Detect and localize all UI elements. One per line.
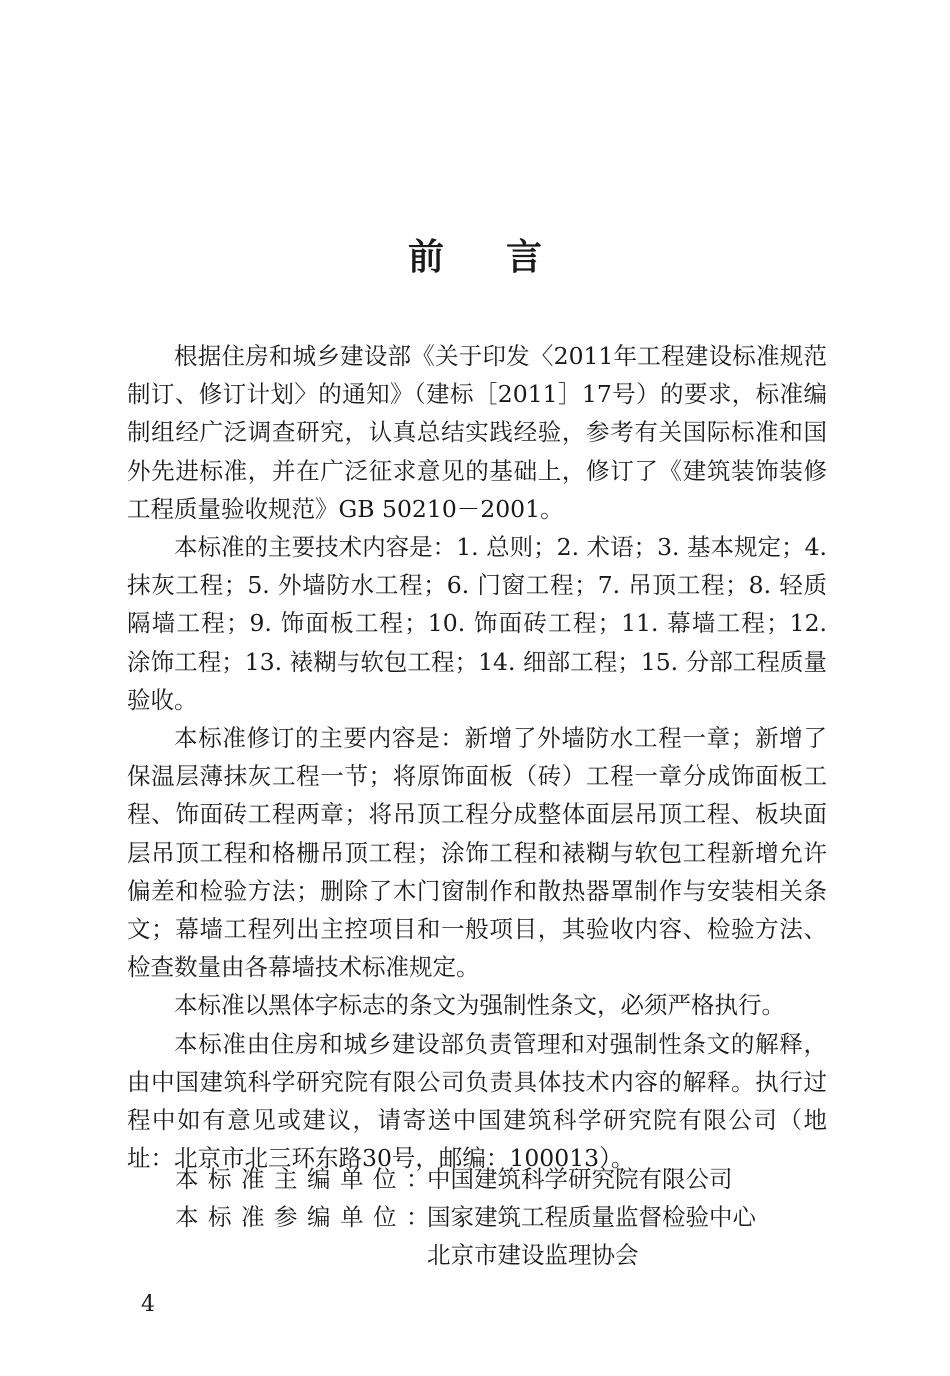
paragraph-revision-contents: 本标准修订的主要内容是：新增了外墙防水工程一章；新增了保温层薄抹灰工程一节；将原饰面板（砖）工程一章分成饰面板工程、饰面砖工程两章；将吊顶工程分成整体面层吊顶工程、板块面层吊顶工程和格栅吊顶工程；涂饰工程和裱糊与软包工程新增允许偏差和检验方法；删除了木门窗制作和散热器罩制作与安装相关条文；幕墙工程列出主控项目和一般项目，其验收内容、检验方法、检查数量由各幕墙技术标准规定。 xyxy=(127,724,827,982)
paragraph-management: 本标准由住房和城乡建设部负责管理和对强制性条文的解释，由中国建筑科学研究院有限公司负责具体技术内容的解释。执行过程中如有意见或建议，请寄送中国建筑科学研究院有限公司（地址：北京市北三环东路30号，邮编：100013）。 xyxy=(127,1029,827,1173)
preface-body xyxy=(127,337,827,1177)
paragraph-background: 根据住房和城乡建设部《关于印发〈2011年工程建设标准规范制订、修订计划〉的通知》（建标［2011］17号）的要求，标准编制组经广泛调查研究，认真总结实践经验，参考有关国际标准和国外先进标准，并在广泛征求意见的基础上，修订了《建筑装饰装修工程质量验收规范》GB 50210－2001。 xyxy=(127,342,827,523)
chief-unit-name: 中国建筑科学研究院有限公司 xyxy=(427,1165,733,1193)
participant-unit-names xyxy=(427,1198,756,1274)
participant-unit-row xyxy=(175,1198,756,1274)
paragraph-mandatory-provisions: 本标准以黑体字标志的条文为强制性条文，必须严格执行。 xyxy=(174,991,785,1020)
chief-unit-row xyxy=(175,1160,756,1198)
participant-unit-name: 北京市建设监理协会 xyxy=(427,1241,639,1269)
participant-unit-label: 本标准参编单位： xyxy=(175,1203,439,1231)
chief-unit-label: 本标准主编单位： xyxy=(175,1165,439,1193)
paragraph-main-contents: 本标准的主要技术内容是：1. 总则；2. 术语；3. 基本规定；4. 抹灰工程；5. 外墙防水工程；6. 门窗工程；7. 吊顶工程；8. 轻质隔墙工程；9. 饰面板工程；10. 饰面砖工程；11. 幕墙工程；12. 涂饰工程；13. 裱糊与软包工程；14. 细部工程；15. 分部工程质量验收。 xyxy=(127,533,827,714)
participant-unit-name: 国家建筑工程质量监督检验中心 xyxy=(427,1203,756,1231)
drafting-units xyxy=(175,1160,756,1274)
page-title: 前言 xyxy=(407,236,604,278)
page-number: 4 xyxy=(141,1292,155,1317)
